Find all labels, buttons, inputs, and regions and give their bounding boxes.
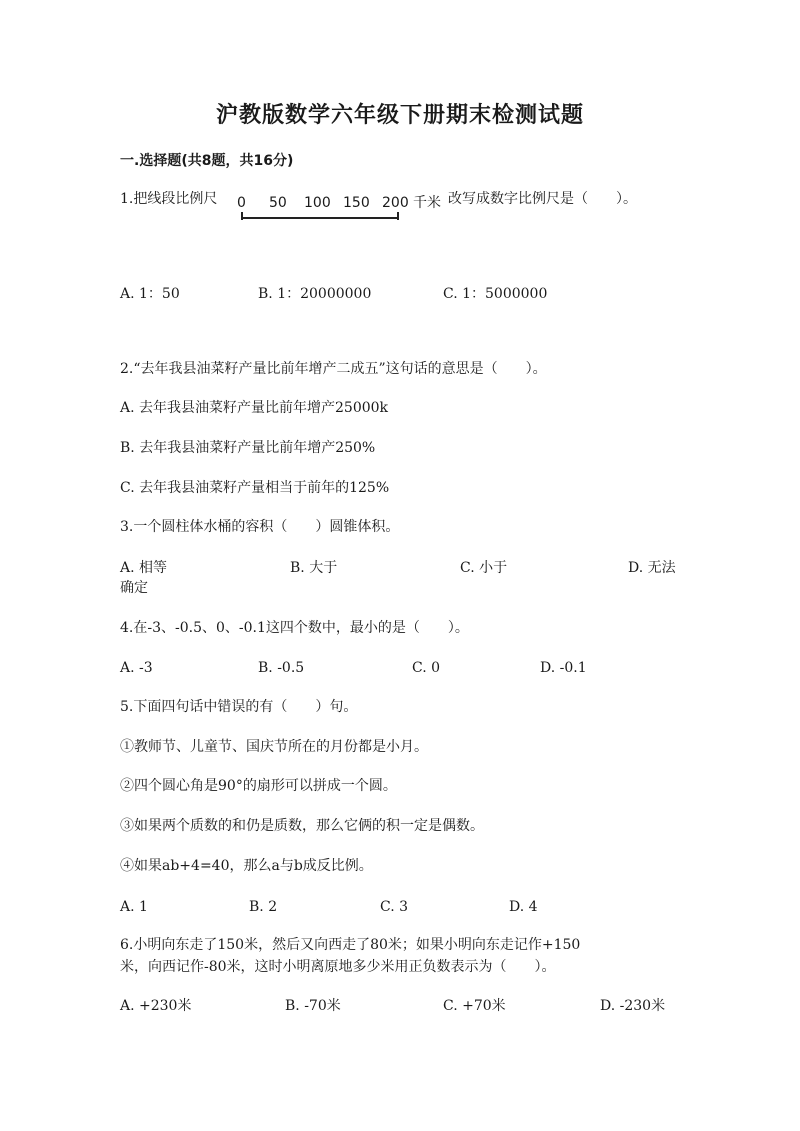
q5-option-d[interactable]: D. 4 xyxy=(509,899,538,915)
q4-option-c[interactable]: C. 0 xyxy=(412,660,441,676)
q2-prompt: 2.“去年我县油菜籽产量比前年增产二成五”这句话的意思是（ ）。 xyxy=(120,361,547,377)
q2-option-c[interactable]: C. 去年我县油菜籽产量相当于前年的125% xyxy=(120,480,390,496)
q5-statement-4: ④如果ab+4=40，那么a与b成反比例。 xyxy=(120,858,373,874)
scale-tick xyxy=(241,212,243,220)
scale-label: 50 xyxy=(269,195,287,211)
q5-option-c[interactable]: C. 3 xyxy=(380,899,409,915)
scale-line xyxy=(241,217,399,219)
q6-option-d[interactable]: D. -230米 xyxy=(600,998,666,1014)
q4-option-d[interactable]: D. -0.1 xyxy=(540,660,587,676)
scale-label: 200 xyxy=(382,195,409,211)
scale-label: 0 xyxy=(237,195,246,211)
q4-option-b[interactable]: B. -0.5 xyxy=(258,660,305,676)
scale-tick xyxy=(397,212,399,220)
q3-option-b[interactable]: B. 大于 xyxy=(290,560,338,576)
section-heading: 一.选择题(共8题，共16分) xyxy=(120,153,294,169)
q2-option-b[interactable]: B. 去年我县油菜籽产量比前年增产250% xyxy=(120,440,376,456)
q1-option-a[interactable]: A. 1：50 xyxy=(120,286,180,302)
q1-option-b[interactable]: B. 1：20000000 xyxy=(258,286,372,302)
page-title: 沪教版数学六年级下册期末检测试题 xyxy=(215,103,584,128)
q6-option-b[interactable]: B. -70米 xyxy=(285,998,341,1014)
q6-option-a[interactable]: A. +230米 xyxy=(120,998,192,1014)
q1-prompt-start: 1.把线段比例尺 xyxy=(120,191,218,207)
q5-option-b[interactable]: B. 2 xyxy=(249,899,278,915)
q5-prompt: 5.下面四句话中错误的有（ ）句。 xyxy=(120,699,358,715)
q1-prompt-end: 改写成数字比例尺是（ ）。 xyxy=(448,191,637,207)
scale-label: 100 xyxy=(304,195,331,211)
q6-option-c[interactable]: C. +70米 xyxy=(443,998,506,1014)
line-segment-scale-bar xyxy=(232,194,448,230)
scale-label: 150 xyxy=(343,195,370,211)
q6-prompt-line-2: 米，向西记作-80米，这时小明离原地多少米用正负数表示为（ ）。 xyxy=(120,959,556,975)
q5-option-a[interactable]: A. 1 xyxy=(120,899,148,915)
scale-unit: 千米 xyxy=(413,195,441,211)
q5-statement-3: ③如果两个质数的和仍是质数，那么它俩的积一定是偶数。 xyxy=(120,818,484,834)
q3-option-d-wrap[interactable]: 确定 xyxy=(120,580,148,596)
q5-statement-2: ②四个圆心角是90°的扇形可以拼成一个圆。 xyxy=(120,778,397,794)
q3-option-d[interactable]: D. 无法 xyxy=(628,560,676,576)
q3-option-c[interactable]: C. 小于 xyxy=(460,560,508,576)
q4-prompt: 4.在-3、-0.5、0、-0.1这四个数中，最小的是（ ）。 xyxy=(120,620,469,636)
q3-option-a[interactable]: A. 相等 xyxy=(120,560,168,576)
q6-prompt-line-1: 6.小明向东走了150米，然后又向西走了80米；如果小明向东走记作+150 xyxy=(120,937,581,953)
q3-prompt: 3.一个圆柱体水桶的容积（ ）圆锥体积。 xyxy=(120,519,400,535)
q5-statement-1: ①教师节、儿童节、国庆节所在的月份都是小月。 xyxy=(120,739,428,755)
q2-option-a[interactable]: A. 去年我县油菜籽产量比前年增产25000k xyxy=(120,400,389,416)
q1-option-c[interactable]: C. 1：5000000 xyxy=(443,286,548,302)
q4-option-a[interactable]: A. -3 xyxy=(120,660,153,676)
